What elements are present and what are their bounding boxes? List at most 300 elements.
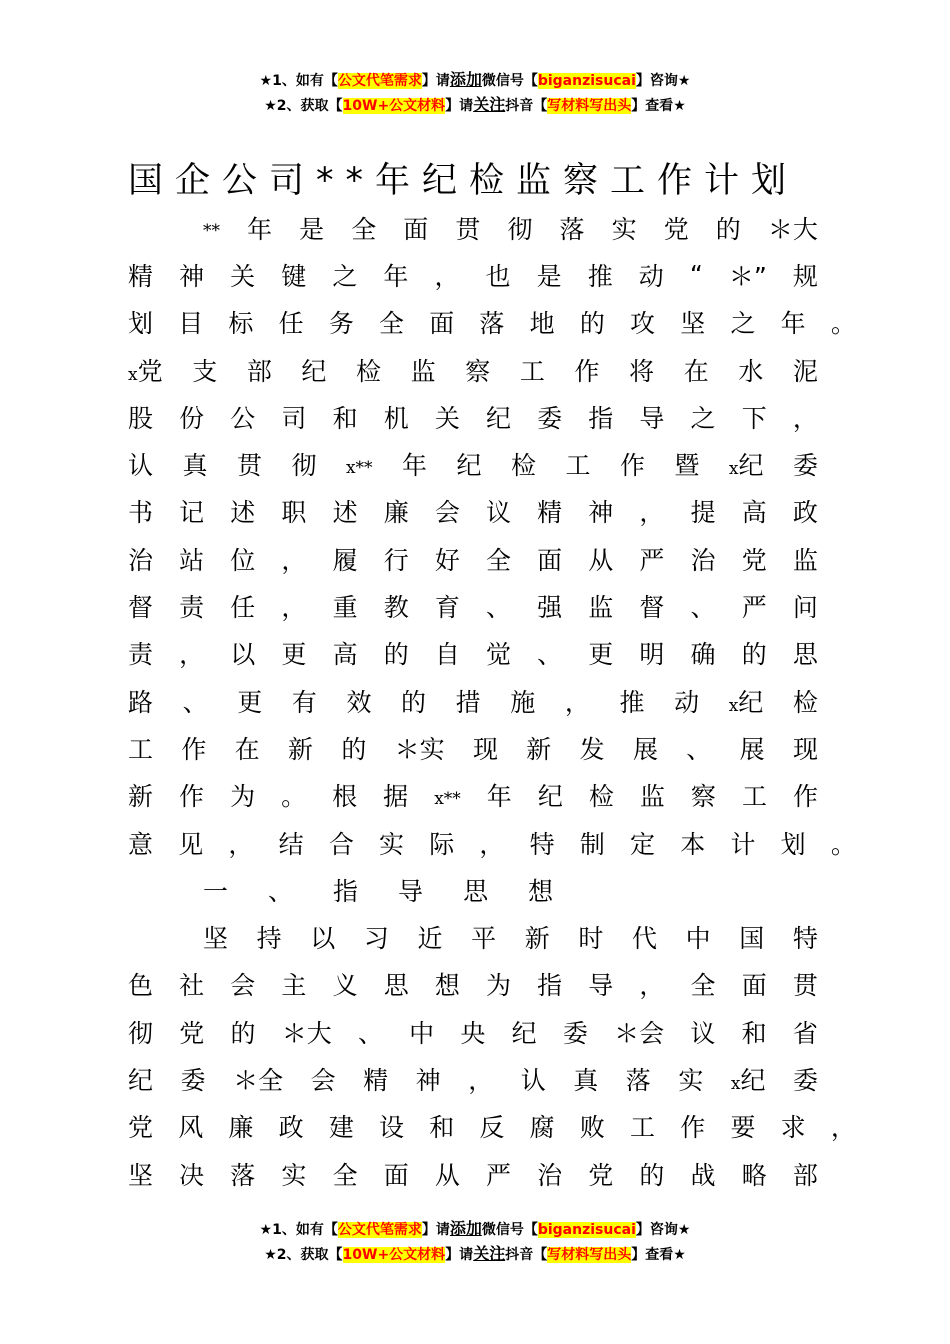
- glyph: 面: [429, 309, 455, 339]
- glyph: 代: [632, 924, 658, 954]
- glyph: 面: [537, 545, 563, 575]
- glyph: 责: [128, 640, 154, 670]
- banner-text: 抖音【: [505, 1247, 548, 1263]
- glyph: 的: [230, 1018, 256, 1048]
- glyph: 、: [268, 876, 294, 906]
- glyph: 推: [587, 261, 613, 291]
- glyph: 。: [281, 782, 307, 812]
- glyph: 委: [562, 1018, 588, 1048]
- glyph: 觉: [485, 640, 511, 670]
- body-line: [128, 488, 818, 535]
- glyph: 展: [739, 734, 765, 764]
- glyph: 导: [398, 876, 424, 906]
- glyph: 想: [528, 876, 554, 906]
- glyph: x纪: [728, 687, 764, 717]
- glyph: 面: [383, 1160, 409, 1190]
- glyph: 国: [739, 924, 765, 954]
- glyph: 政: [278, 1113, 304, 1143]
- glyph: 之: [690, 403, 716, 433]
- glyph: 机: [383, 403, 409, 433]
- glyph: 是: [536, 261, 562, 291]
- glyph: 坚: [128, 1160, 154, 1190]
- glyph: 作: [792, 782, 818, 812]
- glyph: 将: [629, 356, 655, 386]
- banner-line-1: [0, 1217, 950, 1242]
- glyph: 检: [356, 356, 382, 386]
- glyph: ＊实: [394, 734, 445, 764]
- glyph: 的: [401, 687, 427, 717]
- glyph: 工: [565, 451, 591, 481]
- glyph: 作: [619, 451, 645, 481]
- glyph: 自: [434, 640, 460, 670]
- glyph: 述: [230, 498, 256, 528]
- glyph: x党: [128, 356, 163, 386]
- glyph: 键: [281, 261, 307, 291]
- glyph: ，: [830, 1113, 856, 1143]
- glyph: 习: [363, 924, 389, 954]
- glyph: 新: [524, 924, 550, 954]
- glyph: 落: [625, 1065, 651, 1095]
- glyph: 精: [537, 498, 563, 528]
- glyph: 央: [460, 1018, 486, 1048]
- glyph: 落: [559, 214, 585, 244]
- glyph: 、: [182, 687, 208, 717]
- glyph: 要: [730, 1113, 756, 1143]
- glyph: 纪: [485, 403, 511, 433]
- glyph: 精: [128, 261, 154, 291]
- glyph: 时: [578, 924, 604, 954]
- document-body: [128, 204, 856, 1197]
- glyph: 彻: [507, 214, 533, 244]
- glyph: 会: [310, 1065, 336, 1095]
- glyph: 纪: [537, 782, 563, 812]
- glyph: 察: [690, 782, 716, 812]
- glyph: 有: [291, 687, 317, 717]
- section-heading: [128, 866, 818, 913]
- glyph: 落: [479, 309, 505, 339]
- glyph: 督: [128, 593, 154, 623]
- glyph: 思: [383, 971, 409, 1001]
- glyph: 和: [741, 1018, 767, 1048]
- glyph: 为: [230, 782, 256, 812]
- glyph: 党: [179, 1018, 205, 1048]
- glyph: 党: [663, 214, 689, 244]
- banner-text: 】查看★: [631, 1247, 686, 1263]
- glyph: 略: [741, 1160, 767, 1190]
- glyph: 议: [485, 498, 511, 528]
- glyph: 暨: [674, 451, 700, 481]
- glyph: 严: [741, 593, 767, 623]
- glyph: 平: [471, 924, 497, 954]
- banner-highlight: 公文代笔需求: [337, 1222, 422, 1238]
- glyph: 标: [228, 309, 254, 339]
- glyph: 、: [537, 640, 563, 670]
- glyph: 思: [463, 876, 489, 906]
- glyph: 作: [574, 356, 600, 386]
- glyph: ，: [228, 829, 254, 859]
- glyph: 司: [281, 403, 307, 433]
- glyph: 纪: [301, 356, 327, 386]
- body-line: [128, 204, 818, 251]
- glyph: 治: [537, 1160, 563, 1190]
- glyph: 是: [299, 214, 325, 244]
- glyph: 和: [429, 1113, 455, 1143]
- banner-text: 】咨询★: [635, 1222, 691, 1238]
- glyph: 委: [792, 1065, 818, 1095]
- banner-text: ★1、如有【: [259, 1222, 338, 1238]
- glyph: 划: [780, 829, 806, 859]
- body-line: [128, 1008, 818, 1055]
- glyph: “: [689, 260, 703, 290]
- body-line: [128, 677, 818, 724]
- glyph: 腐: [529, 1113, 555, 1143]
- glyph: 实: [678, 1065, 704, 1095]
- glyph: 败: [579, 1113, 605, 1143]
- glyph: ＊”: [728, 261, 767, 291]
- glyph: 风: [178, 1113, 204, 1143]
- glyph: 教: [383, 593, 409, 623]
- glyph: 年: [383, 261, 409, 291]
- glyph: 持: [256, 924, 282, 954]
- glyph: 制: [579, 829, 605, 859]
- glyph: 好: [434, 545, 460, 575]
- glyph: 的: [715, 214, 741, 244]
- glyph: 为: [485, 971, 511, 1001]
- glyph: 的: [741, 640, 767, 670]
- banner-highlight: biganzisucai: [537, 73, 636, 89]
- glyph: 从: [588, 545, 614, 575]
- glyph: ，: [639, 971, 665, 1001]
- glyph: 严: [485, 1160, 511, 1190]
- glyph: ＊全: [233, 1065, 284, 1095]
- glyph: 问: [792, 593, 818, 623]
- body-line: [128, 440, 818, 487]
- glyph: ，: [468, 1065, 494, 1095]
- glyph: 。: [830, 829, 856, 859]
- glyph: 委: [180, 1065, 206, 1095]
- glyph: **: [203, 221, 220, 242]
- glyph: 行: [383, 545, 409, 575]
- glyph: x纪: [728, 451, 764, 481]
- glyph: ，: [564, 687, 590, 717]
- banner-emphasis: 关注: [473, 1244, 506, 1263]
- glyph: 确: [690, 640, 716, 670]
- glyph: 议: [690, 1018, 716, 1048]
- glyph: 严: [639, 545, 665, 575]
- banner-emphasis: 添加: [449, 1219, 482, 1238]
- glyph: 作: [680, 1113, 706, 1143]
- glyph: 关: [434, 403, 460, 433]
- glyph: 治: [128, 545, 154, 575]
- banner-text: 】请: [445, 98, 474, 114]
- banner-text: 微信号【: [481, 1222, 538, 1238]
- glyph: 检: [792, 687, 818, 717]
- glyph: 中: [685, 924, 711, 954]
- glyph: 神: [179, 261, 205, 291]
- body-line: [128, 913, 818, 960]
- banner-line-2: [0, 93, 950, 118]
- glyph: 纪: [456, 451, 482, 481]
- glyph: 真: [182, 451, 208, 481]
- glyph: 动: [674, 687, 700, 717]
- glyph: 彻: [291, 451, 317, 481]
- body-line: [128, 819, 856, 866]
- glyph: 求: [780, 1113, 806, 1143]
- glyph: 会: [434, 498, 460, 528]
- glyph: 督: [639, 593, 665, 623]
- glyph: 党: [128, 1113, 154, 1143]
- glyph: 公: [230, 403, 256, 433]
- banner-highlight: 写材料写出头: [547, 98, 632, 114]
- banner-text: 】请: [421, 73, 450, 89]
- glyph: 地: [529, 309, 555, 339]
- glyph: 面: [403, 214, 429, 244]
- glyph: 关: [230, 261, 256, 291]
- banner-text: 】请: [445, 1247, 474, 1263]
- banner-emphasis: 添加: [449, 70, 482, 89]
- glyph: 记: [179, 498, 205, 528]
- glyph: 作: [179, 782, 205, 812]
- glyph: 份: [179, 403, 205, 433]
- banner-line-1: [0, 68, 950, 93]
- glyph: 年: [402, 451, 428, 481]
- glyph: ＊会: [614, 1018, 665, 1048]
- banner-highlight: 10W+公文材料: [342, 98, 446, 114]
- page-title: 国企公司**年纪检监察工作计划: [128, 161, 799, 201]
- glyph: 落: [230, 1160, 256, 1190]
- banner-text: ★2、获取【: [264, 98, 343, 114]
- glyph: 真: [573, 1065, 599, 1095]
- glyph: 合: [328, 829, 354, 859]
- glyph: 色: [128, 971, 154, 1001]
- body-line: [128, 1055, 818, 1102]
- glyph: 指: [588, 403, 614, 433]
- glyph: 设: [379, 1113, 405, 1143]
- glyph: 廉: [228, 1113, 254, 1143]
- glyph: 重: [332, 593, 358, 623]
- body-line: [128, 393, 818, 440]
- glyph: 政: [792, 498, 818, 528]
- banner-emphasis: 关注: [473, 95, 506, 114]
- glyph: 指: [537, 971, 563, 1001]
- glyph: 廉: [383, 498, 409, 528]
- glyph: 全: [485, 545, 511, 575]
- glyph: 据: [383, 782, 409, 812]
- glyph: 省: [792, 1018, 818, 1048]
- glyph: 之: [332, 261, 358, 291]
- glyph: ，: [281, 545, 307, 575]
- banner-text: 】咨询★: [635, 73, 691, 89]
- glyph: 、: [485, 593, 511, 623]
- glyph: 以: [230, 640, 256, 670]
- glyph: 也: [485, 261, 511, 291]
- glyph: 更: [588, 640, 614, 670]
- glyph: 部: [792, 1160, 818, 1190]
- body-line: [128, 535, 818, 582]
- glyph: 在: [234, 734, 260, 764]
- glyph: 效: [346, 687, 372, 717]
- glyph: 位: [230, 545, 256, 575]
- glyph: 的: [639, 1160, 665, 1190]
- body-line: [128, 299, 856, 346]
- glyph: x**: [434, 788, 461, 809]
- body-line: [128, 251, 818, 298]
- glyph: 实: [281, 1160, 307, 1190]
- glyph: 根: [332, 782, 358, 812]
- glyph: 施: [510, 687, 536, 717]
- banner-text: 】查看★: [631, 98, 686, 114]
- glyph: 党: [588, 1160, 614, 1190]
- glyph: 委: [792, 451, 818, 481]
- glyph: 全: [351, 214, 377, 244]
- glyph: 战: [690, 1160, 716, 1190]
- glyph: 育: [434, 593, 460, 623]
- glyph: 意: [128, 829, 154, 859]
- banner-line-2: [0, 1242, 950, 1267]
- body-line: [128, 582, 818, 629]
- glyph: 检: [510, 451, 536, 481]
- glyph: 本: [680, 829, 706, 859]
- glyph: 任: [278, 309, 304, 339]
- glyph: 神: [415, 1065, 441, 1095]
- glyph: ，: [179, 640, 205, 670]
- glyph: 计: [730, 829, 756, 859]
- glyph: 党: [741, 545, 767, 575]
- glyph: 一: [203, 876, 229, 906]
- glyph: 工: [630, 1113, 656, 1143]
- glyph: 彻: [128, 1018, 154, 1048]
- body-line: [128, 1150, 818, 1197]
- glyph: 划: [128, 309, 154, 339]
- glyph: 工: [519, 356, 545, 386]
- glyph: 的: [579, 309, 605, 339]
- glyph: 之: [730, 309, 756, 339]
- banner-highlight: 写材料写出头: [547, 1247, 632, 1263]
- body-line: [128, 724, 818, 771]
- glyph: ＊大: [281, 1018, 332, 1048]
- glyph: 特: [529, 829, 555, 859]
- glyph: 想: [434, 971, 460, 1001]
- glyph: 监: [792, 545, 818, 575]
- glyph: 履: [332, 545, 358, 575]
- glyph: 精: [363, 1065, 389, 1095]
- glyph: 部: [246, 356, 272, 386]
- glyph: 股: [128, 403, 154, 433]
- glyph: 年: [780, 309, 806, 339]
- glyph: 定: [630, 829, 656, 859]
- banner-highlight: 公文代笔需求: [337, 73, 422, 89]
- glyph: 现: [472, 734, 498, 764]
- glyph: 会: [230, 971, 256, 1001]
- glyph: 贯: [455, 214, 481, 244]
- glyph: 贯: [792, 971, 818, 1001]
- glyph: 高: [332, 640, 358, 670]
- glyph: 支: [192, 356, 218, 386]
- banner-text: ★1、如有【: [259, 73, 338, 89]
- glyph: 发: [579, 734, 605, 764]
- glyph: 和: [332, 403, 358, 433]
- glyph: 察: [465, 356, 491, 386]
- glyph: 纪: [511, 1018, 537, 1048]
- glyph: 导: [588, 971, 614, 1001]
- glyph: 、: [686, 734, 712, 764]
- glyph: 新: [287, 734, 313, 764]
- banner-text: 抖音【: [505, 98, 548, 114]
- glyph: 纪: [128, 1065, 154, 1095]
- glyph: 社: [179, 971, 205, 1001]
- body-line: [128, 630, 818, 677]
- glyph: 建: [328, 1113, 354, 1143]
- glyph: 年: [486, 782, 512, 812]
- glyph: x纪: [730, 1065, 766, 1095]
- glyph: 更: [237, 687, 263, 717]
- glyph: 强: [537, 593, 563, 623]
- glyph: 作: [181, 734, 207, 764]
- glyph: 年: [247, 214, 273, 244]
- glyph: 目: [178, 309, 204, 339]
- glyph: 的: [341, 734, 367, 764]
- glyph: ，: [434, 261, 460, 291]
- body-line: [128, 961, 818, 1008]
- glyph: 水: [738, 356, 764, 386]
- header-banner: [0, 68, 950, 118]
- glyph: 高: [741, 498, 767, 528]
- glyph: 中: [409, 1018, 435, 1048]
- banner-text: ★2、获取【: [264, 1247, 343, 1263]
- glyph: 际: [429, 829, 455, 859]
- glyph: 措: [455, 687, 481, 717]
- glyph: 站: [179, 545, 205, 575]
- banner-text: 】请: [421, 1222, 450, 1238]
- glyph: 决: [179, 1160, 205, 1190]
- glyph: 监: [588, 593, 614, 623]
- glyph: 全: [332, 1160, 358, 1190]
- body-line: [128, 1103, 856, 1150]
- glyph: 治: [690, 545, 716, 575]
- glyph: 从: [434, 1160, 460, 1190]
- glyph: 近: [417, 924, 443, 954]
- body-line: [128, 772, 818, 819]
- banner-text: 微信号【: [481, 73, 538, 89]
- glyph: 坚: [203, 924, 229, 954]
- glyph: 坚: [680, 309, 706, 339]
- glyph: 主: [281, 971, 307, 1001]
- glyph: 动: [638, 261, 664, 291]
- glyph: 义: [332, 971, 358, 1001]
- glyph: 推: [619, 687, 645, 717]
- glyph: 的: [383, 640, 409, 670]
- glyph: 务: [328, 309, 354, 339]
- glyph: 更: [281, 640, 307, 670]
- glyph: x**: [345, 457, 373, 478]
- glyph: 述: [332, 498, 358, 528]
- glyph: 明: [639, 640, 665, 670]
- glyph: 提: [690, 498, 716, 528]
- glyph: 新: [128, 782, 154, 812]
- glyph: 全: [379, 309, 405, 339]
- banner-highlight: 10W+公文材料: [342, 1247, 446, 1263]
- glyph: 工: [741, 782, 767, 812]
- glyph: 全: [690, 971, 716, 1001]
- glyph: 监: [410, 356, 436, 386]
- glyph: 展: [632, 734, 658, 764]
- glyph: 结: [278, 829, 304, 859]
- glyph: 思: [792, 640, 818, 670]
- glyph: 任: [230, 593, 256, 623]
- glyph: 实: [611, 214, 637, 244]
- banner-highlight: biganzisucai: [537, 1222, 636, 1238]
- glyph: ＊大: [767, 214, 818, 244]
